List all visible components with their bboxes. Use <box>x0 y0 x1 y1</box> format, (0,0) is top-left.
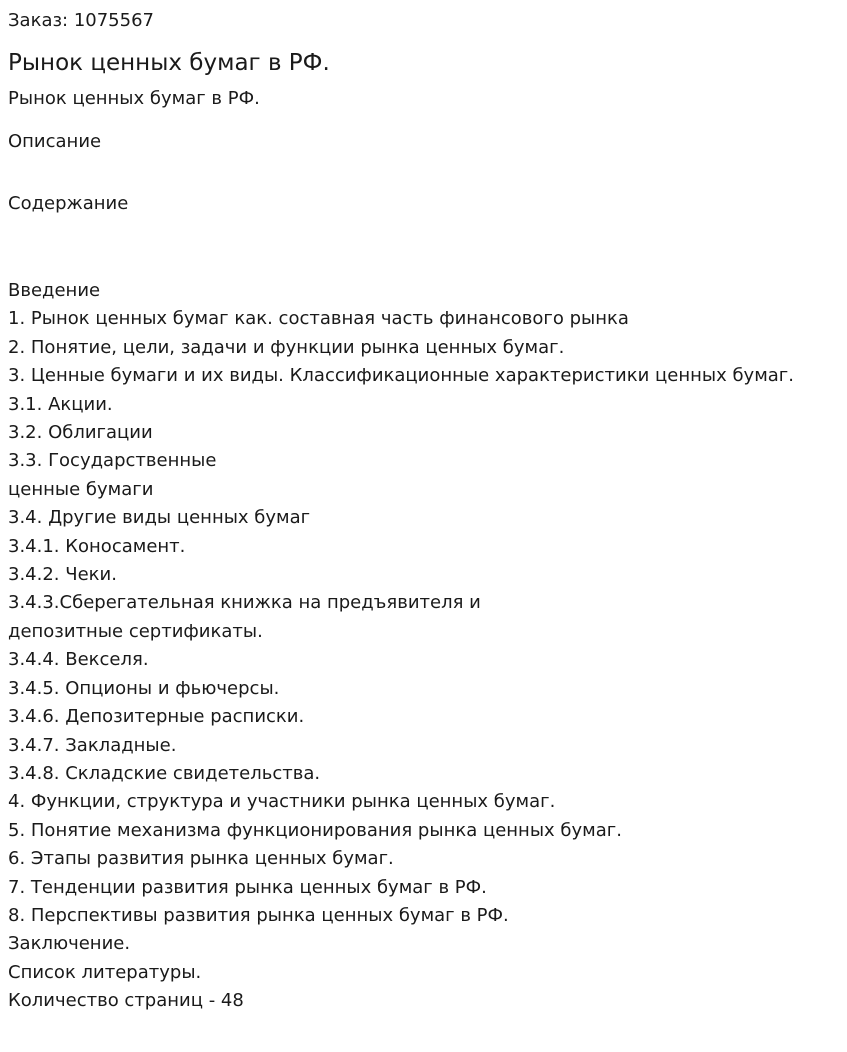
toc-item: 7. Тенденции развития рынка ценных бумаг в РФ. <box>8 876 487 898</box>
toc-item: 3.3. Государственные <box>8 450 217 472</box>
toc-item: 3. Ценные бумаги и их виды. Классификационные характеристики ценных бумаг. <box>8 365 794 387</box>
toc-item: ценные бумаги <box>8 478 154 500</box>
toc-item: 3.4.8. Складские свидетельства. <box>8 762 321 784</box>
toc-item: 4. Функции, структура и участники рынка ценных бумаг. <box>8 791 556 813</box>
toc-item: 3.4.2. Чеки. <box>8 564 117 586</box>
toc-item: 2. Понятие, цели, задачи и функции рынка ценных бумаг. <box>8 336 565 358</box>
toc-item: 3.4.6. Депозитерные расписки. <box>8 706 305 728</box>
toc-heading: Содержание <box>8 193 129 214</box>
toc-item: 6. Этапы развития рынка ценных бумаг. <box>8 848 394 870</box>
toc-item: Заключение. <box>8 933 131 955</box>
toc-item: 3.4.1. Коносамент. <box>8 535 186 557</box>
toc-list <box>8 277 794 1016</box>
toc-item: Количество страниц - 48 <box>8 990 244 1012</box>
toc-item: 3.4.3.Сберегательная книжка на предъявителя и <box>8 592 481 614</box>
toc-item: 8. Перспективы развития рынка ценных бумаг в РФ. <box>8 904 509 926</box>
toc-item: депозитные сертификаты. <box>8 620 263 642</box>
page-title: Рынок ценных бумаг в РФ. <box>8 50 330 76</box>
toc-item: 3.4.7. Закладные. <box>8 734 177 756</box>
order-number: Заказ: 1075567 <box>8 10 154 31</box>
toc-item: 3.2. Облигации <box>8 422 153 444</box>
toc-item: 3.4.4. Векселя. <box>8 649 149 671</box>
toc-item: 1. Рынок ценных бумаг как. составная часть финансового рынка <box>8 308 629 330</box>
toc-item: 3.1. Акции. <box>8 393 113 415</box>
toc-item: 5. Понятие механизма функционирования рынка ценных бумаг. <box>8 819 622 841</box>
toc-item: 3.4.5. Опционы и фьючерсы. <box>8 677 280 699</box>
page-subtitle: Рынок ценных бумаг в РФ. <box>8 88 260 109</box>
toc-item: Введение <box>8 280 101 301</box>
toc-item: Список литературы. <box>8 961 202 983</box>
description-heading: Описание <box>8 131 102 152</box>
toc-item: 3.4. Другие виды ценных бумаг <box>8 507 311 529</box>
